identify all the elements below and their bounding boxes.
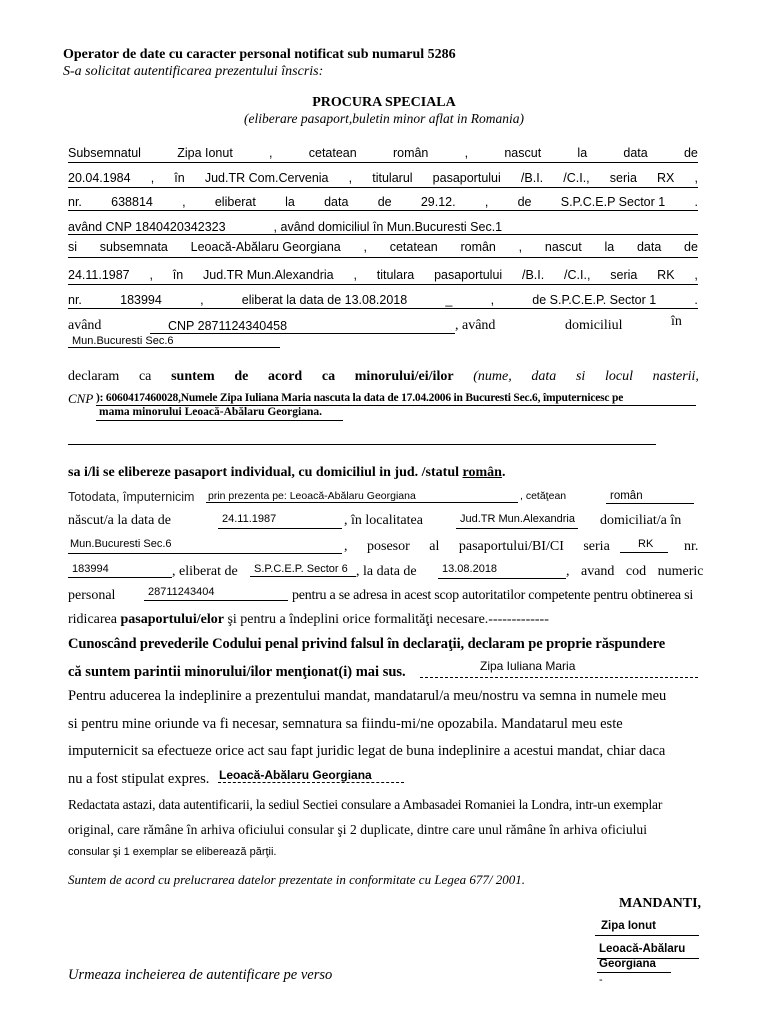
consent-line: Suntem de acord cu prelucrarea datelor prezentate in conformitate cu Legea 677/ 2001. [68,872,525,887]
mandatary-name: prin prezenta pe: Leoacă-Abălaru Georgiana [208,490,416,502]
cnp-prefix: CNP [68,391,94,406]
mother-line-1: si subsemnata Leoacă-Abălaru Georgiana , cetatean român , nascut la data de [68,240,698,254]
minor-name: Zipa Iuliana Maria [480,659,576,673]
mother-line-2: 24.11.1987 , în Jud.TR Mun.Alexandria , titulara pasaportului /B.I. /C.I., seria RK , [68,268,698,282]
penal-line-1: Cunoscând prevederile Codului penal privind falsul în declaraţii, declaram pe proprie răspundere [68,636,666,652]
mother-line-3: nr. 183994 , eliberat la data de 13.08.2018 _ , de S.P.C.E.P. Sector 1 . [68,293,698,307]
declaration-line: declaram ca suntem de acord ca minorului/ei/ilor (nume, data si locul nasterii, [68,369,699,384]
operator-line: Operator de date cu caracter personal notificat sub numarul 5286 [63,47,456,62]
mother-cnp: CNP 2871124340458 [168,319,288,333]
minor-details-2: mama minorului Leoacă-Abălaru Georgiana. [99,406,322,418]
footer-note: Urmeaza incheierea de autentificare pe verso [68,967,333,983]
mandate-line-2: si pentru mine oriunde va fi necesar, semnatura sa fiindu-mi/ne opozabila. Mandatarul meu este [68,716,623,732]
document-title: PROCURA SPECIALA [312,95,456,110]
requested-line: S-a solicitat autentificarea prezentului înscris: [63,64,324,79]
drafted-line-2: original, care rămâne în arhiva oficiului consular şi 2 duplicate, dintre care unul rămâne în arhiva oficiului [68,822,648,837]
penal-line-2: că suntem parintii minorului/ilor menţionat(i) mai sus. [68,664,406,680]
passport-line: sa i/li se elibereze pasaport individual, cu domiciliul in jud. /statul român. [68,465,506,480]
mandate-line-3: imputernicit sa efectueze orice act sau fapt juridic legat de buna indeplinire a acestui mandat, chiar daca [68,743,666,759]
father-line-4: având CNP 1840420342323 , având domiciliul în Mun.Bucuresti Sec.1 [68,220,503,234]
signer-2-line-1: Leoacă-Abălaru [599,943,686,955]
signer-2-line-2: Georgiana [599,958,656,970]
signer-1: Zipa Ionut [601,920,656,932]
mandate-line-4: nu a fost stipulat expres. [68,771,210,787]
father-line-3: nr. 638814 , eliberat la data de 29.12. , de S.P.C.E.P Sector 1 . [68,195,698,209]
father-line-1: Subsemnatul Zipa Ionut , cetatean român , nascut la data de [68,146,698,160]
collection-line: ridicarea pasaportului/elor şi pentru a îndeplini orice formalităţi necesare.------------- [68,612,549,627]
mandatary-intro: Totodata, împuternicim [68,490,195,504]
mother-address: Mun.Bucuresti Sec.6 [72,335,174,347]
mandanti-label: MANDANTI, [619,896,702,911]
drafted-line-3: consular şi 1 exemplar se eliberează părţii. [68,846,277,858]
father-line-2: 20.04.1984 , în Jud.TR Com.Cervenia , titularul pasaportului /B.I. /C.I., seria RX , [68,171,698,185]
minor-details: ): 6060417460028,Numele Zipa Iuliana Maria nascuta la data de 17.04.2006 in Bucuresti Sec.6, împuternicesc pe [96,392,624,404]
signer-3: - [599,974,603,986]
drafted-line-1: Redactata astazi, data autentificarii, la sediul Sectiei consulare a Ambasadei Romaniei la Londra, intr-un exemplar [68,797,663,812]
mandate-line-1: Pentru aducerea la indeplinire a prezentului mandat, mandatarul/a meu/nostru va semna in numele meu [68,688,667,704]
mandatary-signature-name: Leoacă-Abălaru Georgiana [219,768,372,782]
mother-avand: având [68,318,102,333]
document-subtitle: (eliberare pasaport,buletin minor aflat in Romania) [244,111,524,126]
document-page: Operator de date cu caracter personal notificat sub numarul 5286 S-a solicitat autentificarea prezentului înscris: PROCURA SPECIALA (eliberare pasaport,buletin minor aflat in Romania) Subsemnatul Zipa Ionut , cetatean român , nascut la data de 20.04.1984 , în Jud.TR Com.Cervenia , titularul pasaportului /B.I. /C.I., seria RX , nr. 638814 , eliberat la data de 29.12. , de S.P.C.E.P Sector 1 . având CNP 1840420342323 , având domiciliul în Mun.Bucuresti Sec.1 si subsemnata Leoacă-Abălaru Georgiana , cetatean român , nascut la data de 24.11.1987 , în Jud.TR Mun.Alexandria , titulara pasaportului /B.I. /C.I., seria RK , nr. 183994 , eliberat la data de 13.08.2018 _ , de S.P.C.E.P. Sector 1 . având CNP 2871124340458 , având domiciliul în Mun.Bucuresti Sec.6 declaram ca suntem de acord ca minorului/ei/ilor (nume, data si locul nasterii, CNP ): 6060417460028,Numele Zipa Iuliana Maria nascuta la data de 17.04.2006 in Bucuresti Sec.6, împuternicesc pe mama minorului Leoacă-Abălaru Georgiana. sa i/li se elibereze pasaport individual, cu domiciliul in jud. /statul român. Totodata, împuternicim prin prezenta pe: Leoacă-Abălaru Georgiana , cetăţean român născut/a la data de 24.11.1987 , în localitatea Jud.TR Mun.Alexandria domiciliat/a în Mun.Bucuresti Sec.6 , posesor al pasaportului/BI/CI seria RK nr. 183994 , eliberat de S.P.C.E.P. Sector 6 , la data de 13.08.2018 , avand cod numeric personal 28711243404 pentru a se adresa in acest scop autoritatilor competente pentru obtinerea si ridicarea pasaportului/elor şi pentru a îndeplini orice formalităţi necesare.------------- Cunoscând prevederile Codului penal privind falsul în declaraţii, declaram pe proprie răspundere că suntem parintii minorului/ilor menţionat(i) mai sus. Zipa Iuliana Maria Pentru aducerea la indeplinire a prezentului mandat, mandatarul/a meu/nostru va semna in numele meu si pentru mine oriunde va fi necesar, semnatura sa fiindu-mi/ne opozabila. Mandatarul meu este imputernicit sa efectueze orice act sau fapt juridic legat de buna indeplinire a acestui mandat, chiar daca nu a fost stipulat expres. Leoacă-Abălaru Georgiana Redactata astazi, data autentificarii, la sediul Sectiei consulare a Ambasadei Romaniei la Londra, intr-un exemplar original, care rămâne în arhiva oficiului consular şi 2 duplicate, dintre care unul rămâne în arhiva oficiului consular şi 1 exemplar se eliberează părţii. Suntem de acord cu prelucrarea datelor prezentate in conformitate cu Legea 677/ 2001. MANDANTI, Zipa Ionut Leoacă-Abălaru Georgiana - Urmeaza incheierea de autentificare pe verso [0,0,768,1024]
